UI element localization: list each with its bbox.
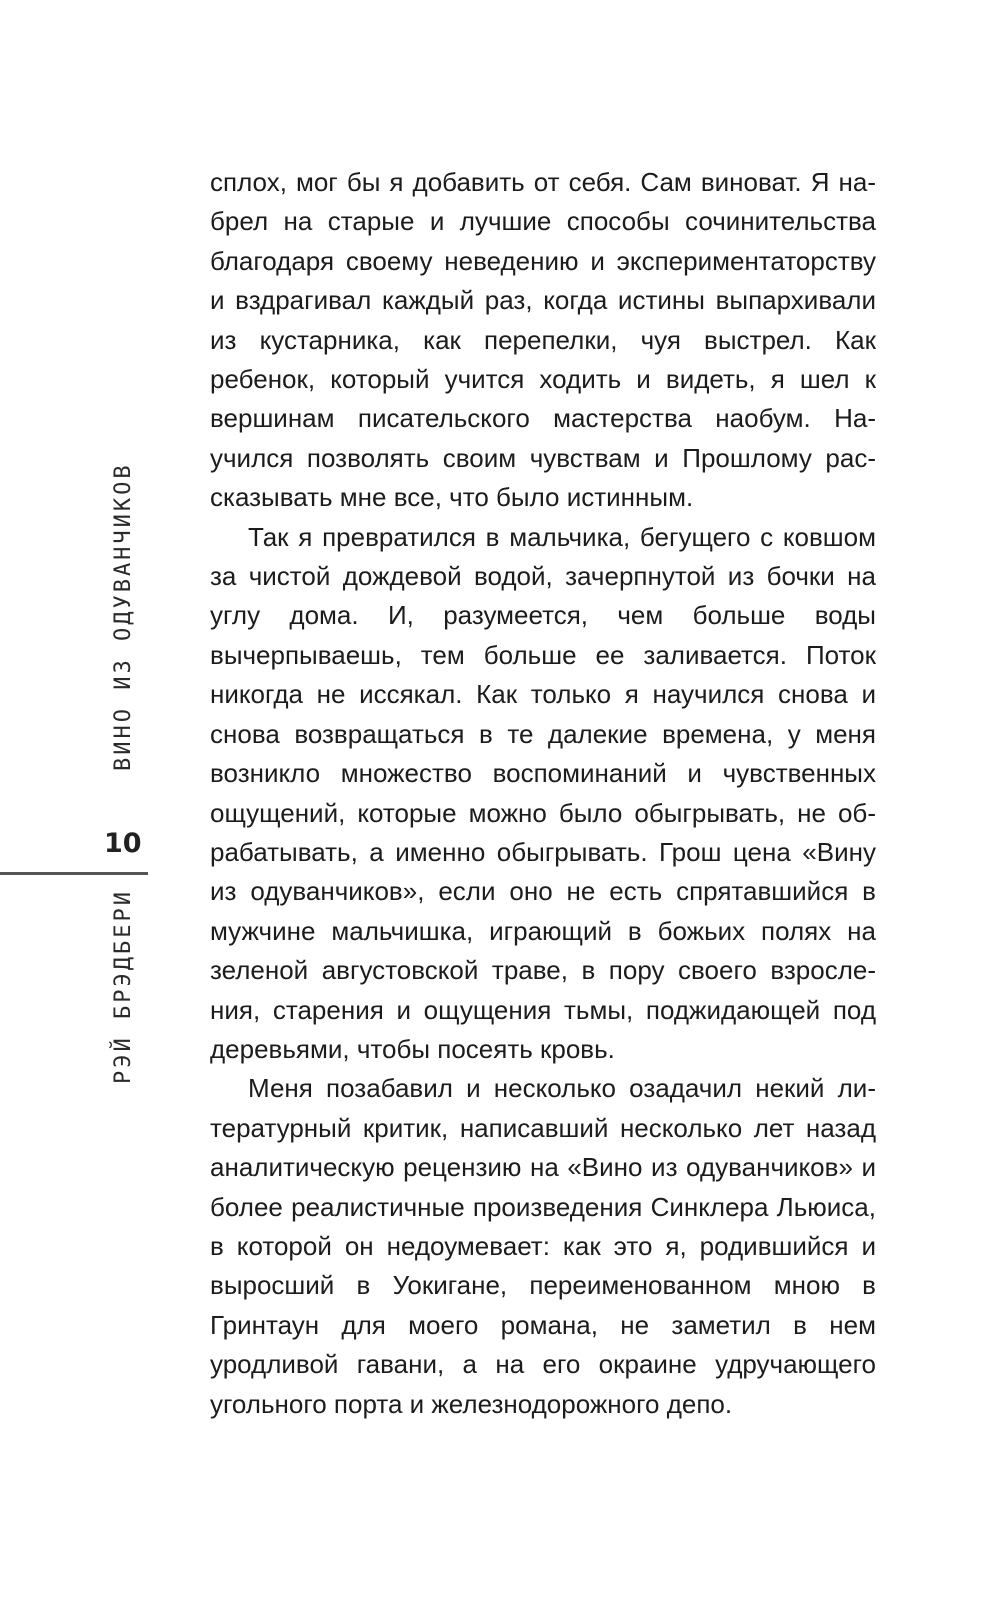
- page-number-rule: [0, 872, 148, 875]
- body-text: [210, 163, 876, 1424]
- paragraph-2: Так я превратился в мальчика, бегущего с ковшом за чистой дождевой водой, зачерпнутой из бочки на углу дома. И, разумеется, чем больше воды вычерпываешь, тем больше ее заливается. Поток никогда не иссякал. Как только я научился снова и снова возвращаться в те далекие времена, у меня возникло множество воспоминаний и чувственных ощущений, которые можно было обыгрывать, не обрабатывать, а именно обыгрывать. Грош цена «Вину из одуванчиков», если оно не есть спрятавшийся в мужчине мальчишка, играющий в божьих полях на зеленой августовской траве, в пору своего взросления, старения и ощущения тьмы, поджидающей под деревьями, чтобы посеять кровь.: [210, 521, 876, 1064]
- running-title: ВИНО ИЗ ОДУВАНЧИКОВ: [111, 462, 136, 771]
- paragraph-3: Меня позабавил и несколько озадачил некий литературный критик, написавший несколько лет назад аналитическую рецензию на «Вино из одуванчиков» и более реалистичные произведения Синклера Льюиса, в которой он недоумевает: как это я, родившийся и выросший в Уокигане, переименованном мною в Гринтаун для моего романа, не заметил в нем уродливой гавани, а на его окраине удручающего угольного порта и железнодорожного депо.: [210, 1073, 876, 1419]
- page-number: 10: [104, 828, 142, 859]
- paragraph-1: сплох, мог бы я добавить от себя. Сам виноват. Я набрел на старые и лучшие способы сочинительства благодаря своему неведению и экспериментаторству и вздрагивал каждый раз, когда истины выпархивали из кустарника, как перепелки, чуя выстрел. Как ребенок, который учится ходить и видеть, я шел к вершинам писательского мастерства наобум. Научился позволять своим чувствам и Прошлому рассказывать мне все, что было истинным.: [210, 167, 876, 513]
- author-name: РЭЙ БРЭДБЕРИ: [111, 889, 136, 1084]
